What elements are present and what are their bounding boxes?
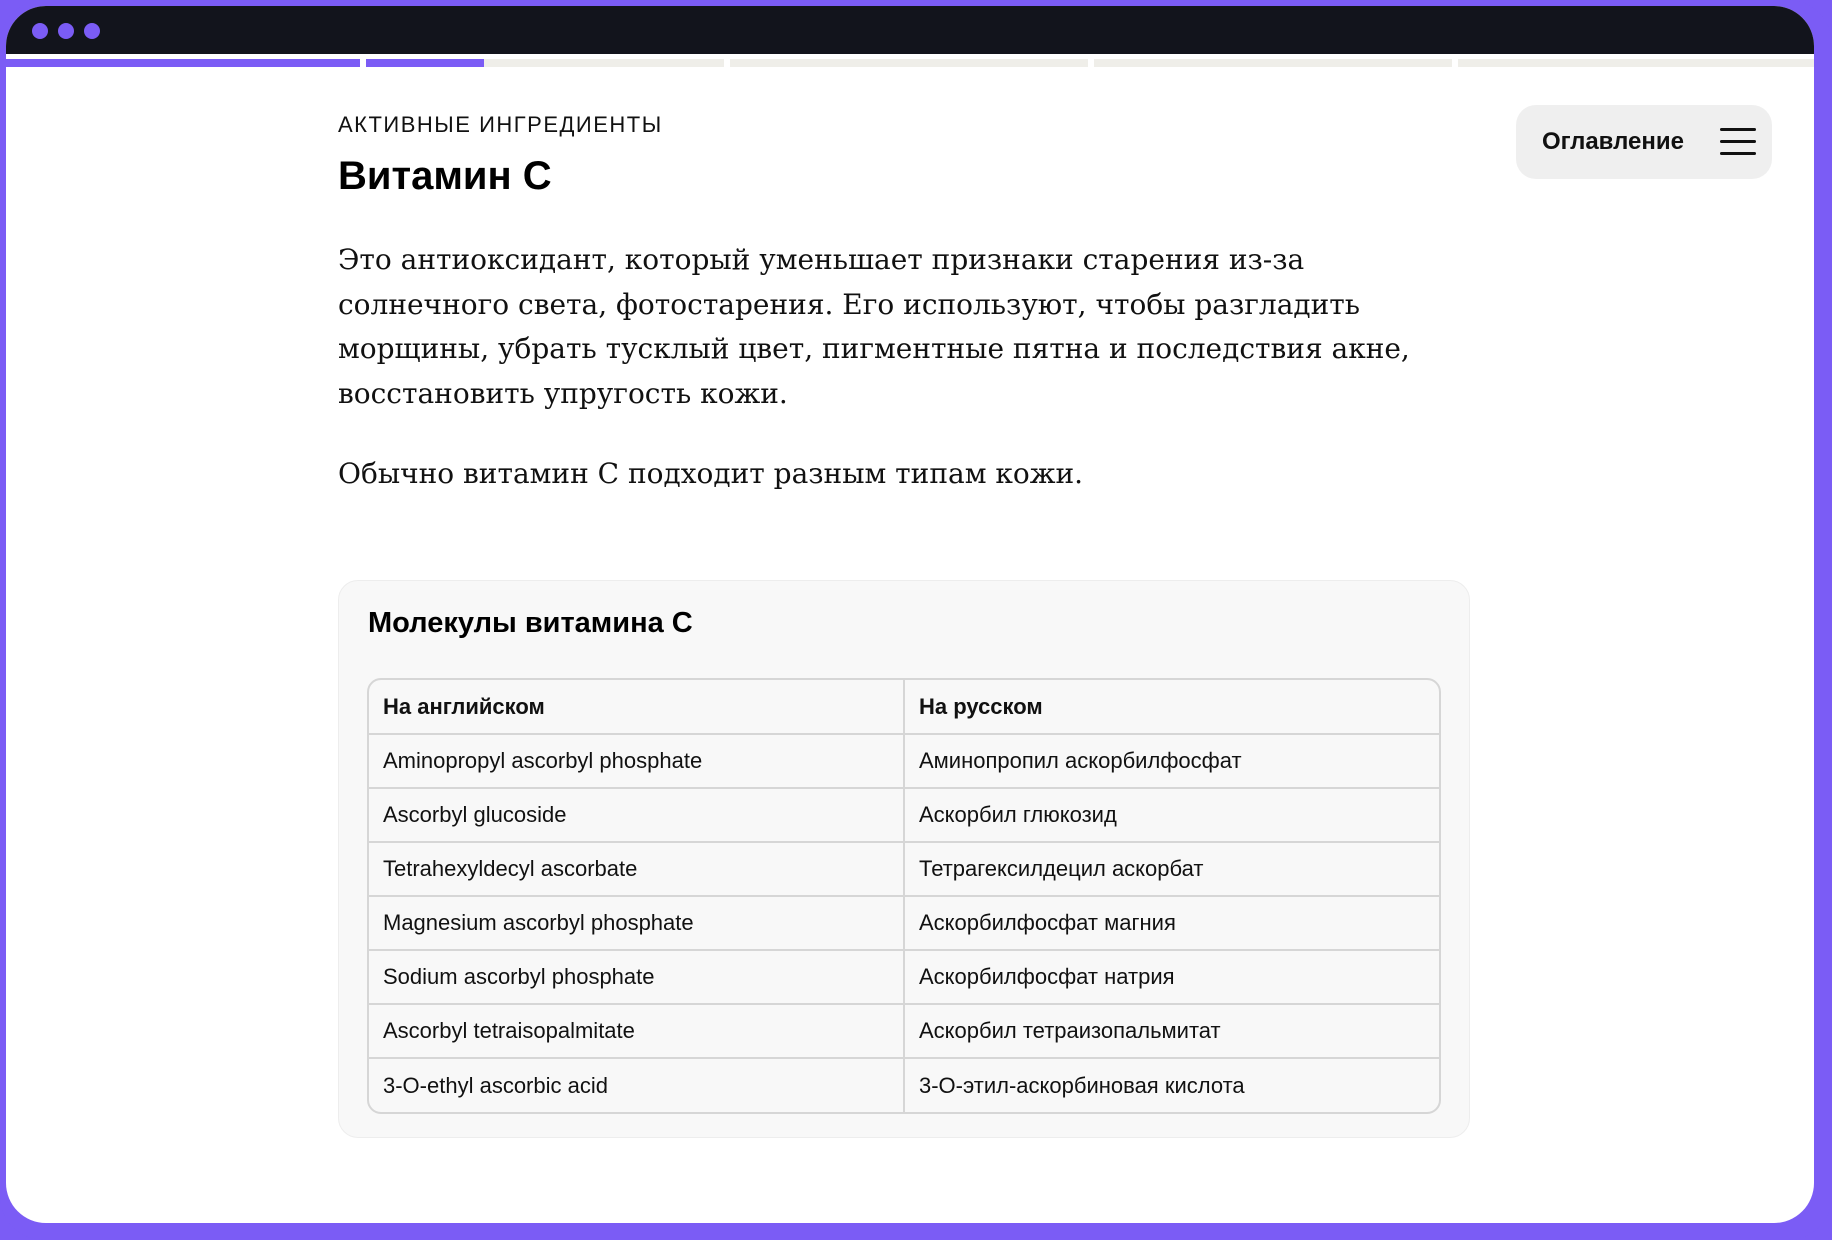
table-row (369, 734, 1439, 788)
table-row (369, 1004, 1439, 1058)
reading-progress (6, 59, 1814, 67)
table-row (369, 788, 1439, 842)
cell-russian: Аскорбилфосфат натрия (904, 950, 1439, 1004)
cell-english: Ascorbyl glucoside (369, 788, 904, 842)
cell-english: 3-O-ethyl ascorbic acid (369, 1058, 904, 1112)
page-title: Витамин С (338, 154, 552, 198)
progress-segment (6, 59, 360, 67)
progress-segment (1458, 59, 1814, 67)
progress-segment (1094, 59, 1452, 67)
table-header-row (369, 680, 1439, 734)
article-category: АКТИВНЫЕ ИНГРЕДИЕНТЫ (338, 112, 663, 137)
cell-russian: 3-O-этил-аскорбиновая кислота (919, 1072, 1245, 1098)
article-paragraph: Это антиоксидант, который уменьшает признаки старения из-за солнечного света, фотостарения. Его используют, чтобы разгладить морщины, убрать тусклый цвет, пигментные пятна и последствия акне, восстановить упругость кожи. (338, 243, 1410, 410)
card-title: Молекулы витамина С (368, 607, 693, 639)
cell-english: Magnesium ascorbyl phosphate (369, 896, 904, 950)
window-close-dot[interactable] (32, 23, 48, 39)
column-header-russian: На русском (904, 680, 1439, 734)
window-minimize-dot[interactable] (58, 23, 74, 39)
cell-english: Ascorbyl tetraisopalmitate (369, 1004, 904, 1058)
progress-segment (366, 59, 724, 67)
table-row (369, 842, 1439, 896)
article-content (338, 112, 1478, 497)
cell-english: Sodium ascorbyl phosphate (369, 950, 904, 1004)
cell-russian: Аскорбилфосфат магния (904, 896, 1439, 950)
table-row (369, 1058, 1439, 1112)
title-bar (6, 6, 1814, 54)
window-maximize-dot[interactable] (84, 23, 100, 39)
cell-english: Tetrahexyldecyl ascorbate (369, 842, 904, 896)
toc-label: Оглавление (1542, 128, 1684, 155)
column-header-english: На английском (369, 680, 904, 734)
table-row (369, 896, 1439, 950)
cell-russian: Аскорбил тетраизопальмитат (904, 1004, 1439, 1058)
cell-russian: Аскорбил глюкозид (904, 788, 1439, 842)
article-paragraph: Обычно витамин С подходит разным типам кожи. (338, 457, 1084, 490)
cell-russian: Тетрагексилдецил аскорбат (904, 842, 1439, 896)
toc-button[interactable] (1516, 105, 1772, 179)
hamburger-icon (1720, 127, 1756, 157)
molecules-table (367, 678, 1441, 1114)
cell-russian: Аминопропил аскорбилфосфат (904, 734, 1439, 788)
cell-english: Aminopropyl ascorbyl phosphate (369, 734, 904, 788)
table-row (369, 950, 1439, 1004)
progress-segment (730, 59, 1088, 67)
molecules-card (338, 580, 1470, 1138)
